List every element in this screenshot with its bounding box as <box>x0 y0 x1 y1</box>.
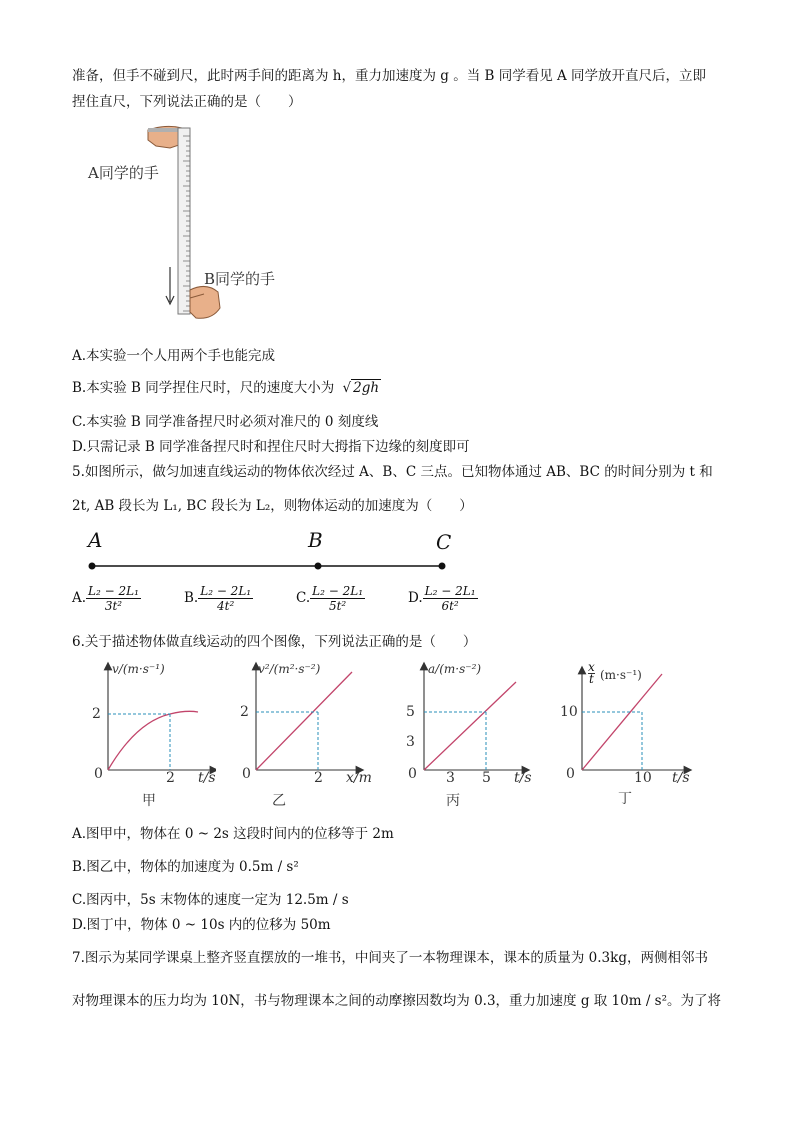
q5-option-a-label: A. <box>72 590 87 606</box>
graph-jia-curve <box>108 711 198 770</box>
graph-yi <box>236 660 376 810</box>
graph-bing-xtick-5: 5 <box>482 770 491 786</box>
q5-option-c-den: 5t² <box>328 599 347 613</box>
q4-option-b-text: B.本实验 B 同学捏住尺时，尺的速度大小为 <box>72 380 335 396</box>
point-b <box>315 563 322 570</box>
graph-jia-caption: 甲 <box>142 793 156 809</box>
graph-ding-xlabel: t/s <box>672 770 690 786</box>
hand-a-label: A同学的手 <box>88 164 159 182</box>
q4-option-b <box>72 376 381 396</box>
graph-ding-ylabel-bottom: t <box>588 672 594 686</box>
graph-ding-caption: 丁 <box>618 791 632 807</box>
graph-bing-xlabel: t/s <box>514 770 532 786</box>
graph-jia-origin: 0 <box>94 766 103 782</box>
q5-option-d <box>408 584 478 613</box>
graph-yi-ylabel: v²/(m²·s⁻²) <box>258 662 321 676</box>
graph-jia-ylabel: v/(m·s⁻¹) <box>112 662 165 676</box>
q5-line-1: 5.如图所示，做匀加速直线运动的物体依次经过 A、B、C 三点。已知物体通过 AB、BC 的时间分别为 t 和 <box>72 464 713 480</box>
q5-option-c <box>296 584 365 613</box>
q5-option-a-den: 3t² <box>104 599 123 613</box>
q5-option-b-num: L₂ − 2L₁ <box>200 584 252 598</box>
q5-option-b-den: 4t² <box>217 599 235 613</box>
graph-ding-ylabel-frac <box>588 662 595 685</box>
intro-line-1: 准备，但手不碰到尺，此时两手间的距离为 h，重力加速度为 g 。当 B 同学看见 A 同学放开直尺后，立即 <box>72 68 707 84</box>
q4-option-c: C.本实验 B 同学准备捏尺时必须对准尺的 0 刻度线 <box>72 414 379 430</box>
q5-option-d-den: 6t² <box>441 599 459 613</box>
graph-yi-caption: 乙 <box>272 793 286 809</box>
q6-option-b: B.图乙中，物体的加速度为 0.5m / s² <box>72 859 299 875</box>
q4-option-a: A.本实验一个人用两个手也能完成 <box>72 348 276 364</box>
graph-yi-xtick: 2 <box>314 770 323 786</box>
q5-option-a-num: L₂ − 2L₁ <box>88 584 139 598</box>
graph-bing-ytick-3: 3 <box>406 734 415 750</box>
graph-bing-ytick-5: 5 <box>406 704 415 720</box>
graph-jia-xlabel: t/s <box>198 770 216 786</box>
q6-option-a: A.图甲中，物体在 0 ~ 2s 这段时间内的位移等于 2m <box>72 826 394 842</box>
point-a <box>89 563 96 570</box>
point-c-label: C <box>436 530 452 554</box>
graph-bing-caption: 丙 <box>446 793 460 809</box>
sqrt-expression: √ 2gh <box>342 380 380 396</box>
q5-option-c-num: L₂ − 2L₁ <box>312 584 364 598</box>
intro-line-2: 捏住直尺，下列说法正确的是（ ） <box>72 94 302 110</box>
graph-ding-ylabel-top: x <box>588 660 595 674</box>
q6-option-c: C.图丙中，5s 末物体的速度一定为 12.5m / s <box>72 892 349 908</box>
graph-ding-ytick: 10 <box>560 704 578 720</box>
q4-option-d: D.只需记录 B 同学准备捏尺时和捏住尺时大拇指下边缘的刻度即可 <box>72 439 470 455</box>
graph-bing-ylabel: a/(m·s⁻²) <box>428 662 482 676</box>
hand-b-label: B同学的手 <box>204 270 276 288</box>
q5-option-b-label: B. <box>184 590 199 606</box>
q6-option-d: D.图丁中，物体 0 ~ 10s 内的位移为 50m <box>72 917 331 933</box>
graph-ding-line <box>582 674 662 770</box>
q5-option-d-label: D. <box>408 590 423 606</box>
graph-jia-xtick: 2 <box>166 770 175 786</box>
graph-jia-ytick: 2 <box>92 706 101 722</box>
q5-line-2: 2t, AB 段长为 L₁, BC 段长为 L₂，则物体运动的加速度为（ ） <box>72 498 473 514</box>
q5-option-c-label: C. <box>296 590 311 606</box>
graph-yi-xlabel: x/m <box>346 770 372 786</box>
q5-option-b <box>184 584 253 613</box>
graph-bing-line <box>424 682 516 770</box>
q5-options <box>72 584 512 628</box>
graph-bing-origin: 0 <box>408 766 417 782</box>
graph-yi-ytick: 2 <box>240 704 249 720</box>
point-c <box>439 563 446 570</box>
point-b-label: B <box>308 528 323 552</box>
q7-line-2: 对物理课本的压力均为 10N，书与物理课本之间的动摩擦因数均为 0.3，重力加速度 g 取 10m / s²。为了将 <box>72 993 722 1009</box>
graph-yi-origin: 0 <box>242 766 251 782</box>
graph-ding-ylabel-unit: (m·s⁻¹) <box>600 668 642 682</box>
q7-line-1: 7.图示为某同学课桌上整齐竖直摆放的一堆书，中间夹了一本物理课本，课本的质量为 0.3kg，两侧相邻书 <box>72 950 708 966</box>
point-a-label: A <box>88 528 103 552</box>
q5-option-a <box>72 584 141 613</box>
graph-ding-xtick: 10 <box>634 770 652 786</box>
graph-jia <box>86 660 216 810</box>
graph-ding-origin: 0 <box>566 766 575 782</box>
sqrt-radicand: 2gh <box>353 380 380 396</box>
ruler-figure <box>86 122 316 332</box>
graph-bing <box>400 660 540 810</box>
graph-ding <box>560 660 700 810</box>
graph-yi-line <box>256 672 352 770</box>
q5-option-d-num: L₂ − 2L₁ <box>424 584 476 598</box>
hand-b-icon <box>190 286 220 318</box>
q5-segment-figure <box>80 528 460 576</box>
graph-bing-xtick-3: 3 <box>446 770 455 786</box>
q6-stem: 6.关于描述物体做直线运动的四个图像，下列说法正确的是（ ） <box>72 634 477 650</box>
